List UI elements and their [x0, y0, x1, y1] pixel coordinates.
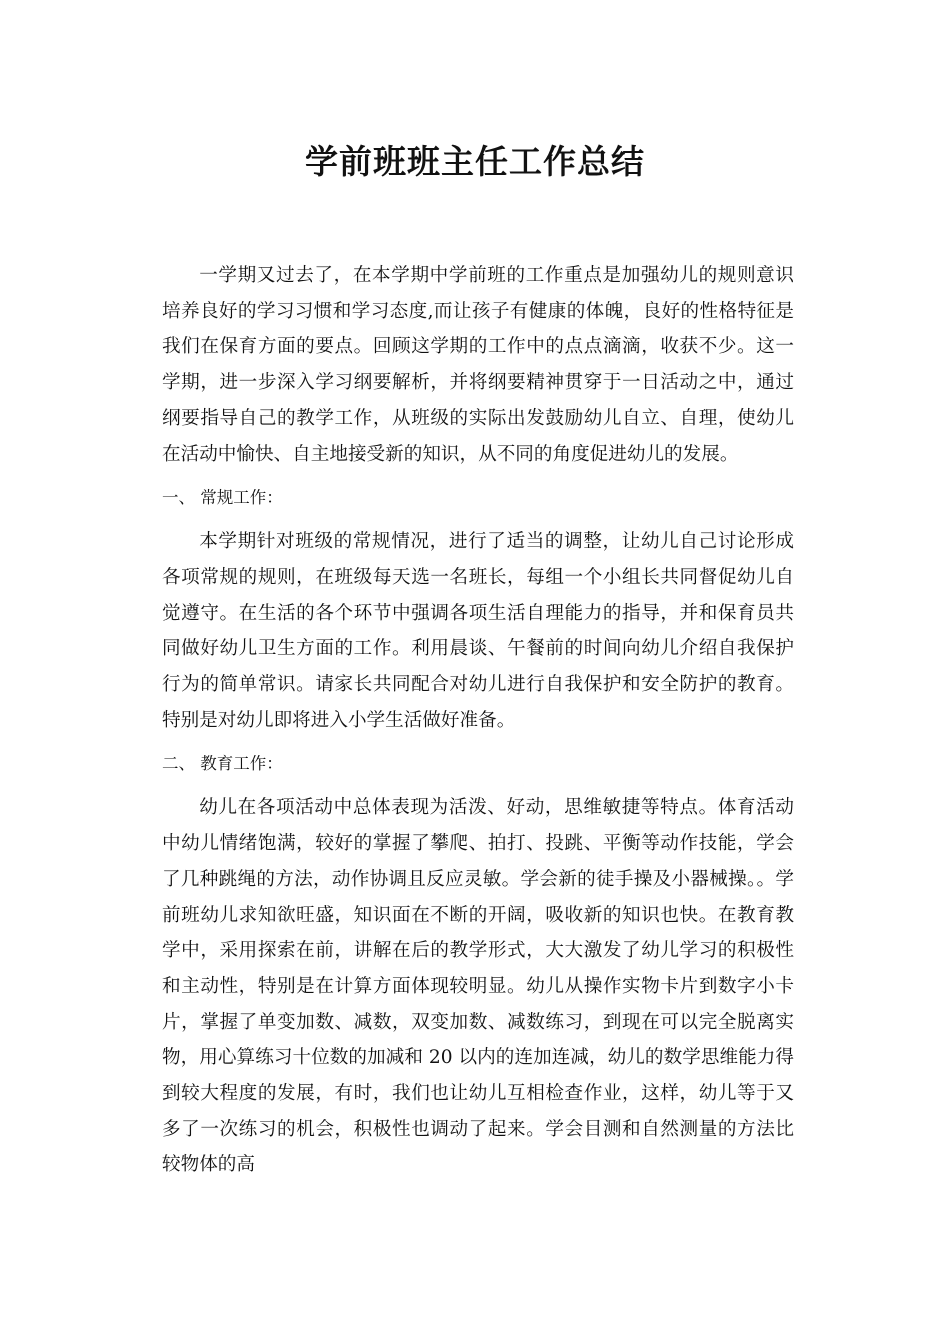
intro-paragraph: 一学期又过去了，在本学期中学前班的工作重点是加强幼儿的规则意识培养良好的学习习惯和学习态度,而让孩子有健康的体魄，良好的性格特征是我们在保育方面的要点。回顾这学期的工作中的点点滴滴，收获不少。这一学期，进一步深入学习纲要解析，并将纲要精神贯穿于一日活动之中，通过纲要指导自己的教学工作，从班级的实际出发鼓励幼儿自立、自理，使幼儿在活动中愉快、自主地接受新的知识，从不同的角度促进幼儿的发展。 — [162, 265, 794, 465]
document-body — [162, 258, 794, 1183]
document-title: 学前班班主任工作总结 — [305, 142, 645, 181]
education-paragraph: 幼儿在各项活动中总体表现为活泼、好动，思维敏捷等特点。体育活动中幼儿情绪饱满，较好的掌握了攀爬、拍打、投跳、平衡等动作技能，学会了几种跳绳的方法，动作协调且反应灵敏。学会新的徒手操及小器械操。。学前班幼儿求知欲旺盛，知识面在不断的开阔，吸收新的知识也快。在教育教学中，采用探索在前，讲解在后的教学形式，大大激发了幼儿学习的积极性和主动性，特别是在计算方面体现较明显。幼儿从操作实物卡片到数字小卡片，掌握了单变加数、减数，双变加数、减数练习，到现在可以完全脱离实物，用心算练习十位数的加减和 20 以内的连加连减，幼儿的数学思维能力得到较大程度的发展，有时，我们也让幼儿互相检查作业，这样，幼儿等于又多了一次练习的机会，积极性也调动了起来。学会目测和自然测量的方法比较物体的高 — [162, 797, 794, 1176]
section-heading-education: 二、 教育工作： — [162, 754, 283, 774]
section-heading-routine: 一、 常规工作： — [162, 488, 283, 508]
routine-paragraph: 本学期针对班级的常规情况，进行了适当的调整，让幼儿自己讨论形成各项常规的规则，在班级每天选一名班长，每组一个小组长共同督促幼儿自觉遵守。在生活的各个环节中强调各项生活自理能力的指导，并和保育员共同做好幼儿卫生方面的工作。利用晨谈、午餐前的时间向幼儿介绍自我保护行为的简单常识。请家长共同配合对幼儿进行自我保护和安全防护的教育。特别是对幼儿即将进入小学生活做好准备。 — [162, 531, 794, 731]
